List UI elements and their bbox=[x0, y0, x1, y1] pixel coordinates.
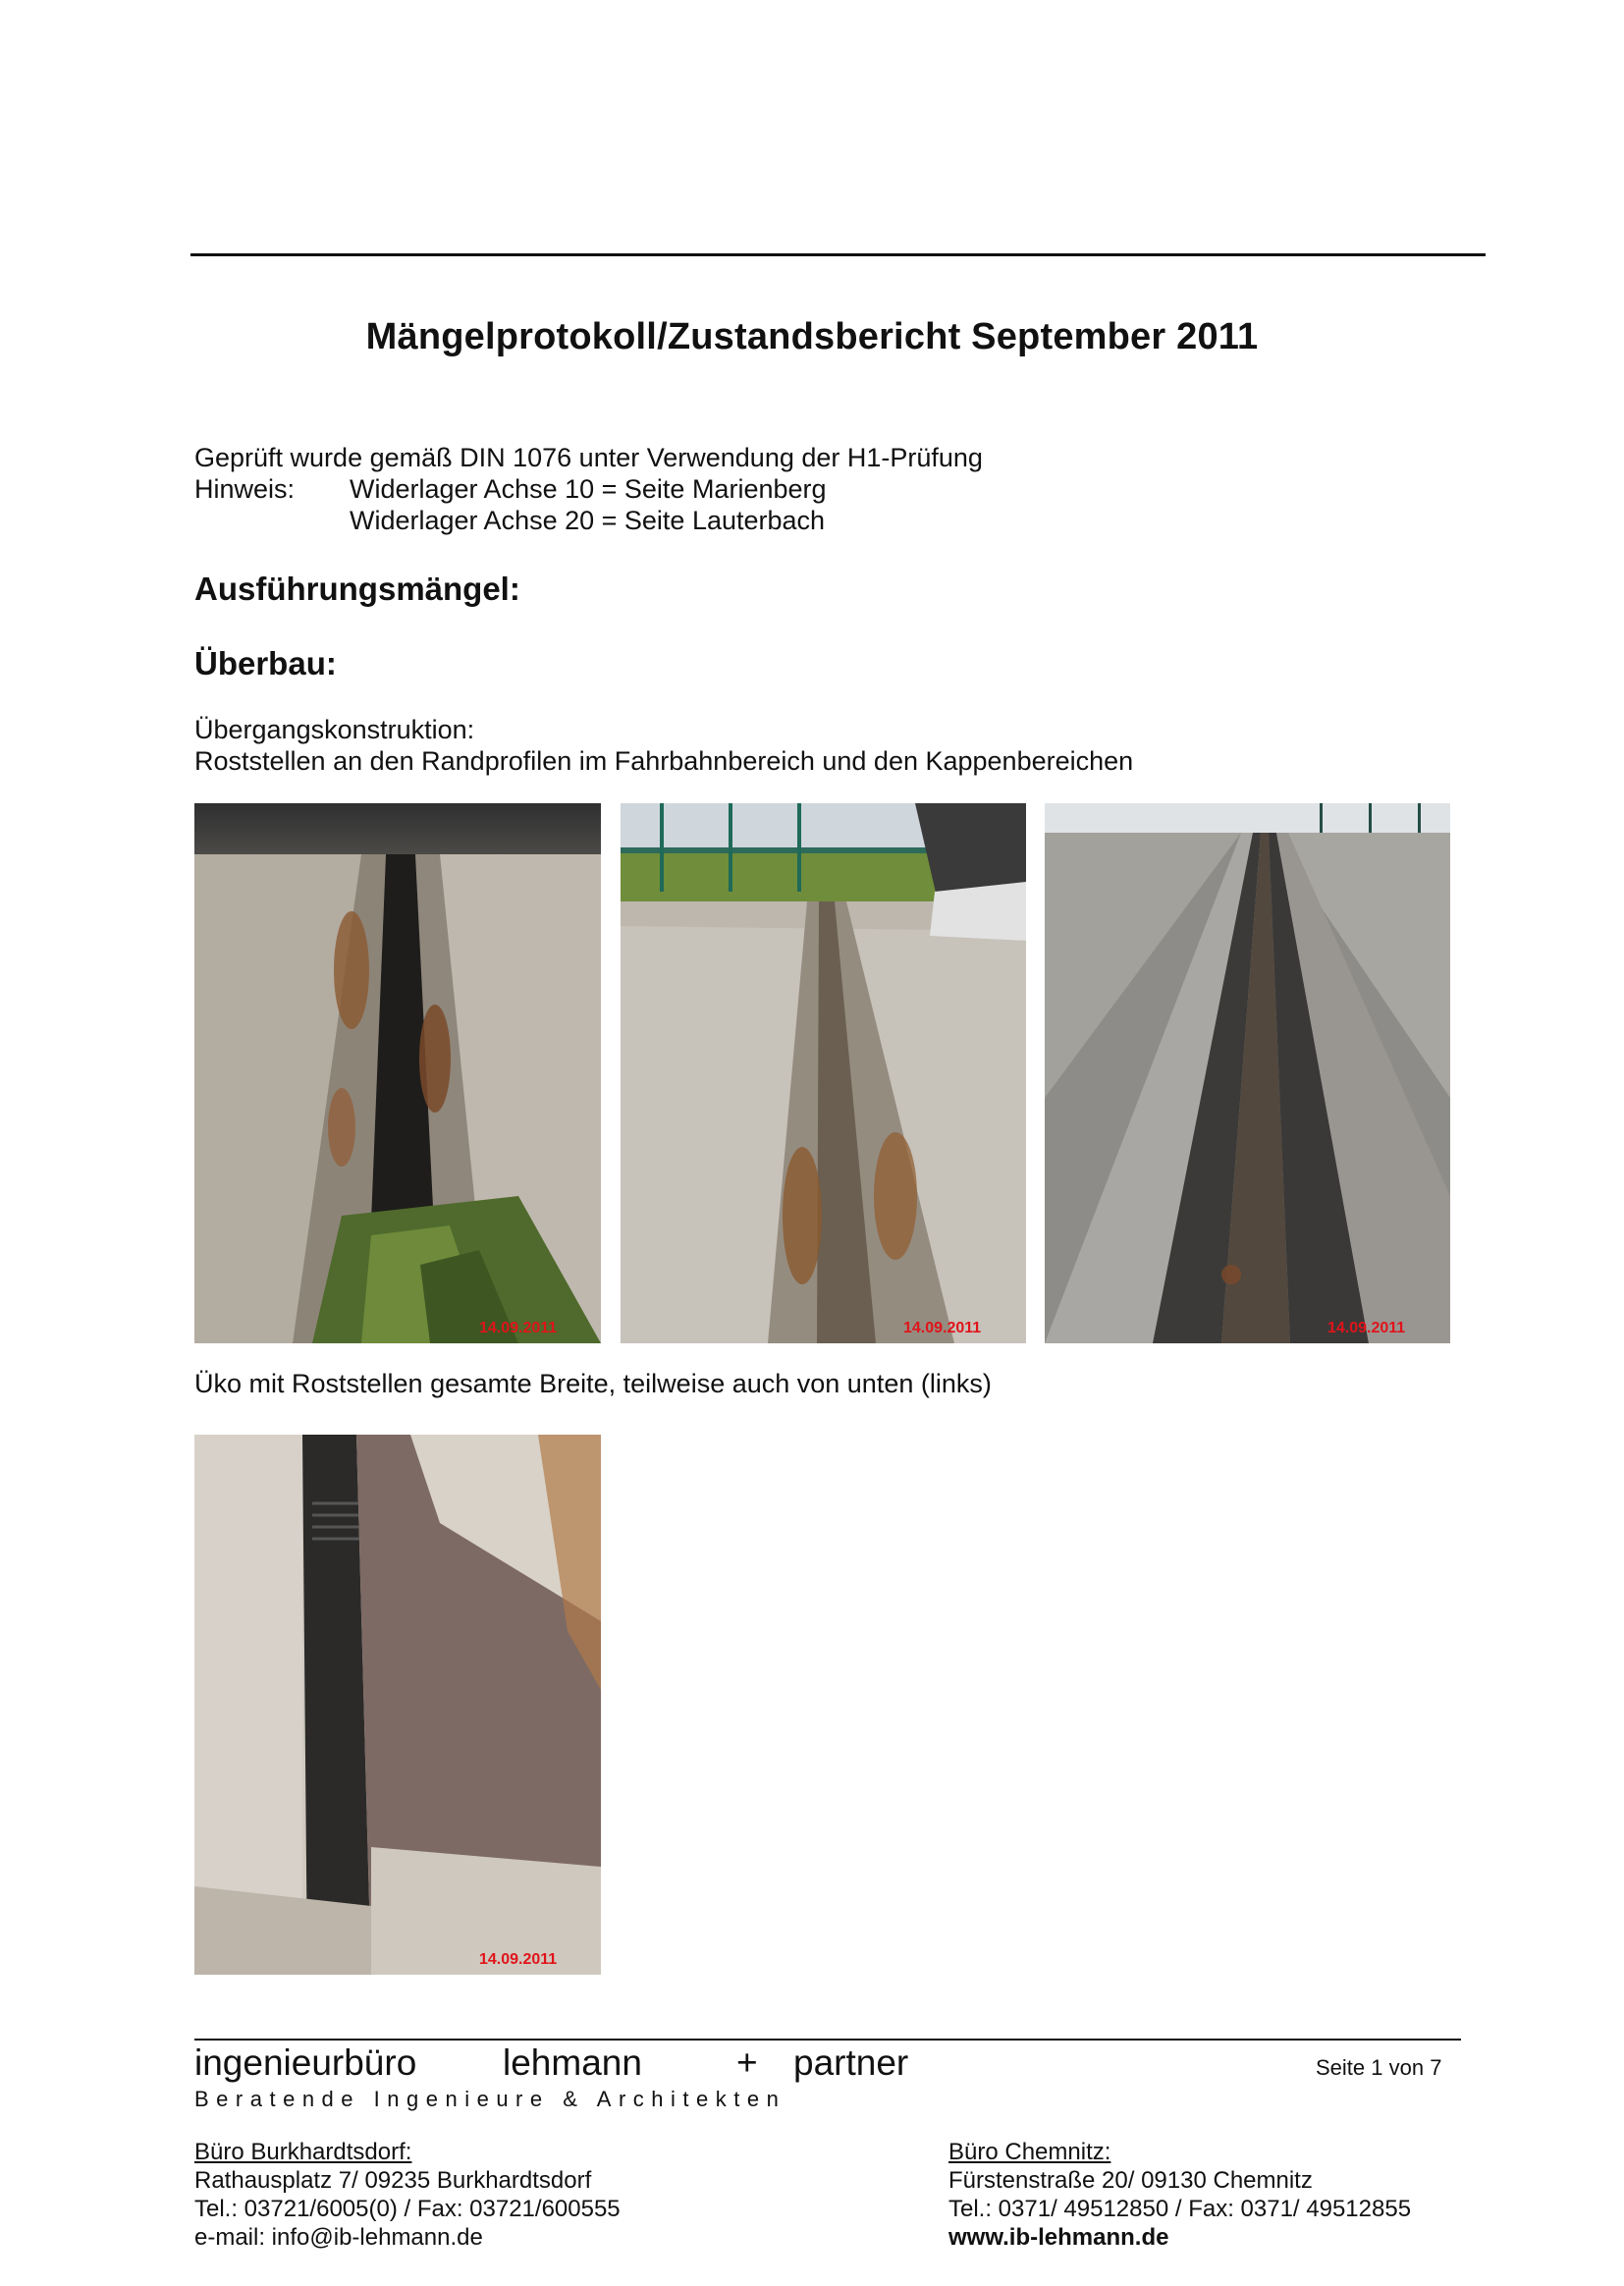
page-title: Mängelprotokoll/Zustandsbericht September 2011 bbox=[365, 316, 1259, 357]
caption-second-photo: Üko mit Roststellen gesamte Breite, teilweise auch von unten (links) bbox=[194, 1369, 992, 1398]
hint-line-1: Widerlager Achse 10 = Seite Marienberg bbox=[350, 474, 827, 504]
top-rule bbox=[190, 253, 1486, 256]
intro-line: Geprüft wurde gemäß DIN 1076 unter Verwendung der H1-Prüfung bbox=[194, 443, 983, 472]
footer-rule bbox=[194, 2039, 1461, 2041]
photo-date-stamp: 14.09.2011 bbox=[903, 1320, 982, 1336]
office2-phone: Tel.: 0371/ 49512850 / Fax: 0371/ 49512855 bbox=[948, 2196, 1412, 2222]
office1-phone: Tel.: 03721/6005(0) / Fax: 03721/600555 bbox=[194, 2196, 621, 2222]
photo-joint-gravel-railing bbox=[621, 803, 1026, 1343]
heading-superstructure: Überbau: bbox=[194, 645, 337, 681]
photo-date-stamp: 14.09.2011 bbox=[479, 1320, 558, 1336]
section-label: Übergangskonstruktion: bbox=[194, 715, 475, 744]
company-name-word-2: lehmann bbox=[503, 2042, 642, 2083]
company-tagline: Beratende Ingenieure & Architekten bbox=[194, 2087, 786, 2111]
hint-line-2: Widerlager Achse 20 = Seite Lauterbach bbox=[350, 506, 826, 535]
photo-joint-road-surface bbox=[1045, 803, 1450, 1343]
photo-joint-rust-grass bbox=[194, 803, 601, 1343]
hint-label: Hinweis: bbox=[194, 474, 296, 504]
office1-street: Rathausplatz 7/ 09235 Burkhardtsdorf bbox=[194, 2167, 592, 2194]
office2-street: Fürstenstraße 20/ 09130 Chemnitz bbox=[948, 2167, 1313, 2194]
page-number: Seite 1 von 7 bbox=[1316, 2055, 1442, 2080]
section-description: Roststellen an den Randprofilen im Fahrbahnbereich und den Kappenbereichen bbox=[194, 746, 1134, 776]
office2-website-link[interactable]: www.ib-lehmann.de bbox=[948, 2224, 1169, 2251]
photo-date-stamp: 14.09.2011 bbox=[1327, 1320, 1406, 1336]
office2-heading: Büro Chemnitz: bbox=[948, 2139, 1111, 2165]
office1-heading: Büro Burkhardtsdorf: bbox=[194, 2139, 412, 2165]
heading-execution-defects: Ausführungsmängel: bbox=[194, 571, 520, 607]
company-name-word-1: ingenieurbüro bbox=[194, 2042, 417, 2083]
photo-joint-underside bbox=[194, 1435, 601, 1975]
company-name-plus: + bbox=[736, 2042, 758, 2083]
office1-email[interactable]: e-mail: info@ib-lehmann.de bbox=[194, 2224, 483, 2251]
company-name-word-3: partner bbox=[793, 2042, 909, 2083]
photo-date-stamp: 14.09.2011 bbox=[479, 1951, 558, 1968]
